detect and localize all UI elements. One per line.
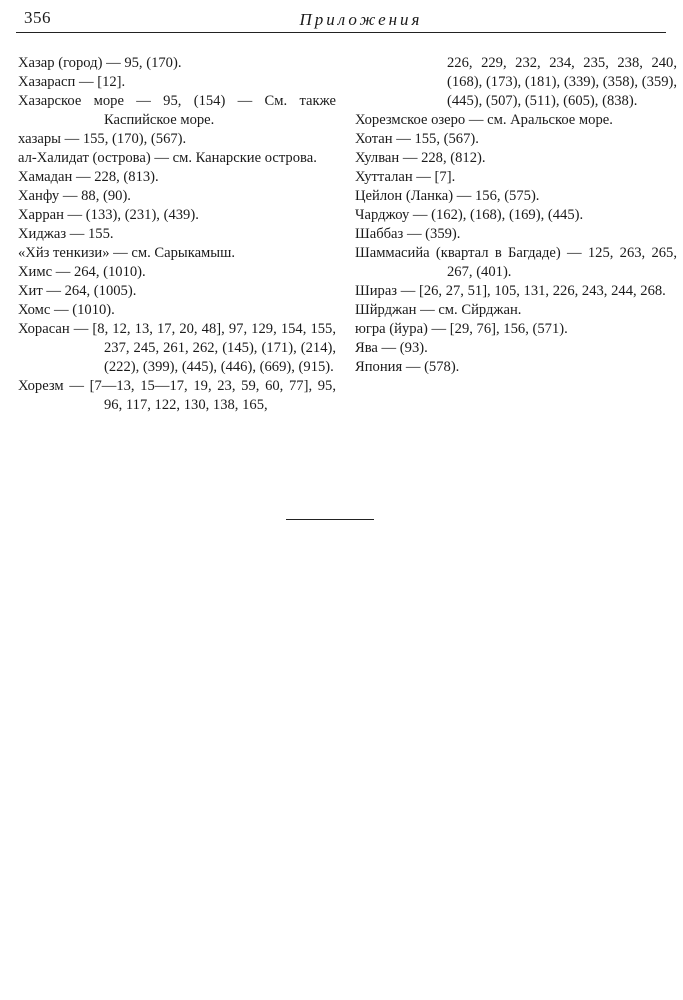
index-column-left [18, 54, 336, 415]
index-entry: Цейлон (Ланка) — 156, (575). [355, 188, 540, 204]
index-entry: Хиджаз — 155. [18, 226, 114, 242]
index-entry: ал-Халидат (острова) — см. Канарские острова. [18, 150, 317, 166]
index-entry: Хорасан — [8, 12, 13, 17, 20, 48], 97, 129, 154, 155, 237, 245, 261, 262, (145), (171), (214), (222), (399), (445), (446), (669), (915). [18, 321, 336, 375]
index-entry: Хамадан — 228, (813). [18, 169, 159, 185]
index-entry: Шаммасийа (квартал в Багдаде) — 125, 263, 265, 267, (401). [355, 245, 677, 280]
index-entry: югра (йура) — [29, 76], 156, (571). [355, 321, 568, 337]
index-entry: Харран — (133), (231), (439). [18, 207, 199, 223]
index-entry: Хазарское море — 95, (154) — См. также Каспийское море. [18, 93, 336, 128]
index-entry: Япония — (578). [355, 359, 460, 375]
index-entry: Хорезм — [7—13, 15—17, 19, 23, 59, 60, 77], 95, 96, 117, 122, 130, 138, 165, [18, 378, 336, 413]
index-entry: Хулван — 228, (812). [355, 150, 486, 166]
section-end-rule [286, 519, 374, 520]
page-header [16, 4, 666, 33]
index-column-right [355, 54, 677, 377]
index-entry: Хазарасп — [12]. [18, 74, 126, 90]
index-entry-continuation: 226, 229, 232, 234, 235, 238, 240, (168), (173), (181), (339), (358), (359), (445), (507), (511), (605), (838). [447, 55, 677, 109]
index-entry: Хорезмское озеро — см. Аральское море. [355, 112, 613, 128]
index-entry: Чарджоу — (162), (168), (169), (445). [355, 207, 584, 223]
index-entry: хазары — 155, (170), (567). [18, 131, 187, 147]
index-entry: Ханфу — 88, (90). [18, 188, 131, 204]
index-entry: Шаббаз — (359). [355, 226, 461, 242]
running-title: Приложения [299, 10, 423, 29]
index-entry: Химс — 264, (1010). [18, 264, 146, 280]
index-entry: Хомс — (1010). [18, 302, 115, 318]
index-entry: Ява — (93). [355, 340, 428, 356]
index-entry: Хутталан — [7]. [355, 169, 456, 185]
page-number: 356 [24, 8, 51, 27]
index-entry: Хит — 264, (1005). [18, 283, 137, 299]
index-entry: Хазар (город) — 95, (170). [18, 55, 182, 71]
index-entry: Шйрджан — см. Сйрджан. [355, 302, 522, 318]
index-entry: Хотан — 155, (567). [355, 131, 479, 147]
index-entry: «Хйз тенкизи» — см. Сарыкамыш. [18, 245, 235, 261]
index-entry: Шираз — [26, 27, 51], 105, 131, 226, 243, 244, 268. [355, 283, 666, 299]
